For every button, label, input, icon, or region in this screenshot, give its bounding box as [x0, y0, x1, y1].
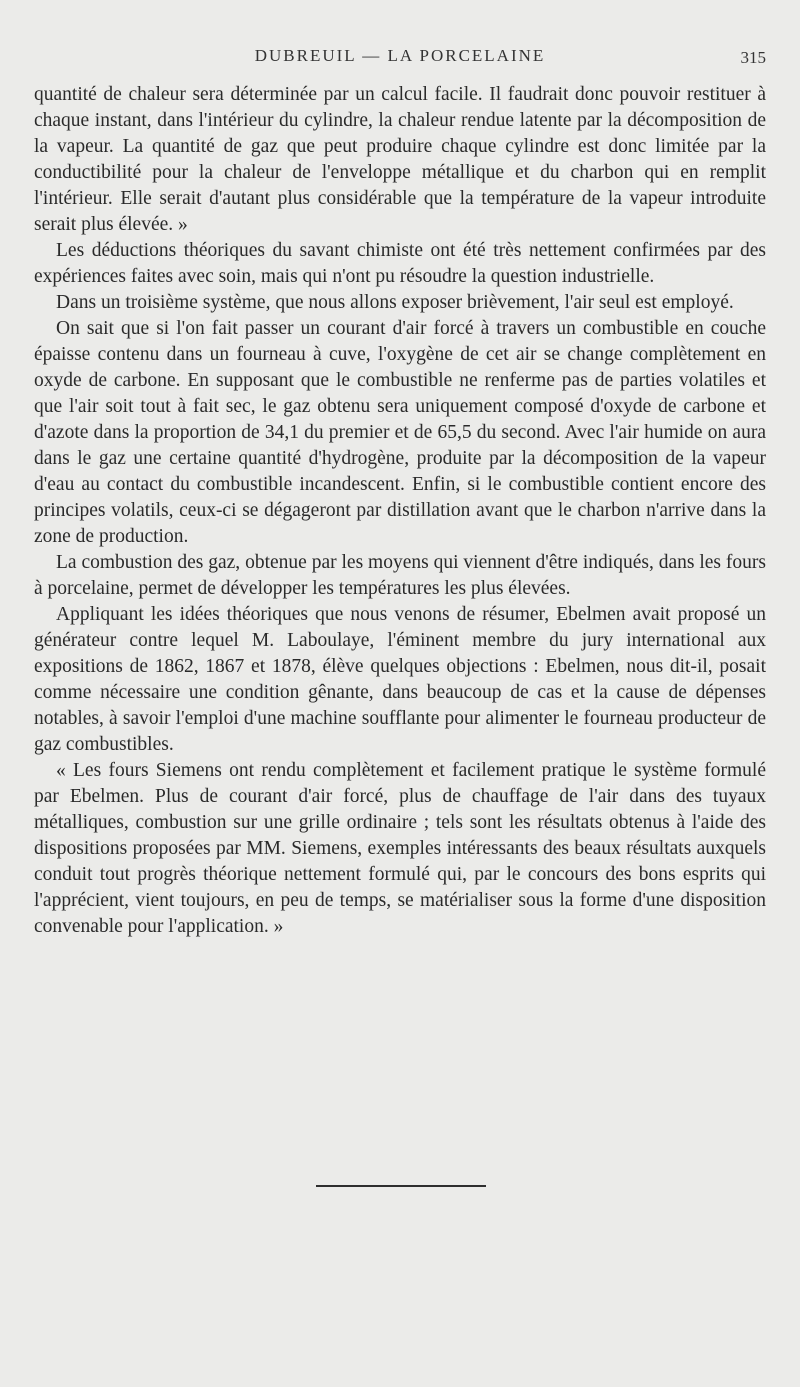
paragraph-quotation: « Les fours Siemens ont rendu complètement et facilement pratique le système formulé par Ebelmen. Plus de courant d'air forcé, plus de chauffage de l'air dans des tuyaux métalliques, combustion sur une grille ordinaire ; tels sont les résultats obtenus à l'aide des dispositions proposées par MM. Siemens, exemples intéressants des beaux résultats auxquels conduit tout progrès théorique nettement formulé qui, par le concours des bons esprits qui l'apprécient, vient toujours, en peu de temps, se matérialiser sous la forme d'une disposition convenable pour l'application. »: [34, 760, 766, 937]
running-head: [34, 46, 766, 70]
page-number: 315: [740, 48, 766, 67]
paragraph: La combustion des gaz, obtenue par les moyens qui viennent d'être indiqués, dans les fours à porcelaine, permet de développer les températures les plus élevées.: [34, 552, 766, 599]
body-text: [34, 82, 766, 940]
end-rule: [316, 1185, 486, 1187]
paragraph: Dans un troisième système, que nous allons exposer brièvement, l'air seul est employé.: [56, 292, 734, 313]
paragraph-continuation: quantité de chaleur sera déterminée par un calcul facile. Il faudrait donc pouvoir restituer à chaque instant, dans l'intérieur du cylindre, la chaleur rendue latente par la décomposition de la vapeur. La quantité de gaz que peut produire chaque cylindre est donc limitée par la conductibilité pour la chaleur de l'enveloppe métallique et du charbon qui en remplit l'intérieur. Elle serait d'autant plus considérable que la température de la vapeur introduite serait plus élevée. »: [34, 84, 766, 235]
paragraph: Les déductions théoriques du savant chimiste ont été très nettement confirmées par des expériences faites avec soin, mais qui n'ont pu résoudre la question industrielle.: [34, 240, 766, 287]
paragraph: Appliquant les idées théoriques que nous venons de résumer, Ebelmen avait proposé un générateur contre lequel M. Laboulaye, l'éminent membre du jury international aux expositions de 1862, 1867 et 1878, élève quelques objections : Ebelmen, nous dit-il, posait comme nécessaire une condition gênante, dans beaucoup de cas et la cause de dépenses notables, à savoir l'emploi d'une machine soufflante pour alimenter le fourneau producteur de gaz combustibles.: [34, 604, 766, 755]
paragraph: On sait que si l'on fait passer un courant d'air forcé à travers un combustible en couche épaisse contenu dans un fourneau à cuve, l'oxygène de cet air se change complètement en oxyde de carbone. En supposant que le combustible ne renferme pas de parties volatiles et que l'air soit tout à fait sec, le gaz obtenu sera uniquement composé d'oxyde de carbone et d'azote dans la proportion de 34,1 du premier et de 65,5 du second. Avec l'air humide on aura dans le gaz une certaine quantité d'hydrogène, produite par la décomposition de la vapeur d'eau au contact du combustible incandescent. Enfin, si le combustible contient encore des principes volatils, ceux-ci se dégageront par distillation avant que le charbon n'arrive dans la zone de production.: [34, 318, 766, 547]
running-title: DUBREUIL — LA PORCELAINE: [254, 46, 546, 65]
